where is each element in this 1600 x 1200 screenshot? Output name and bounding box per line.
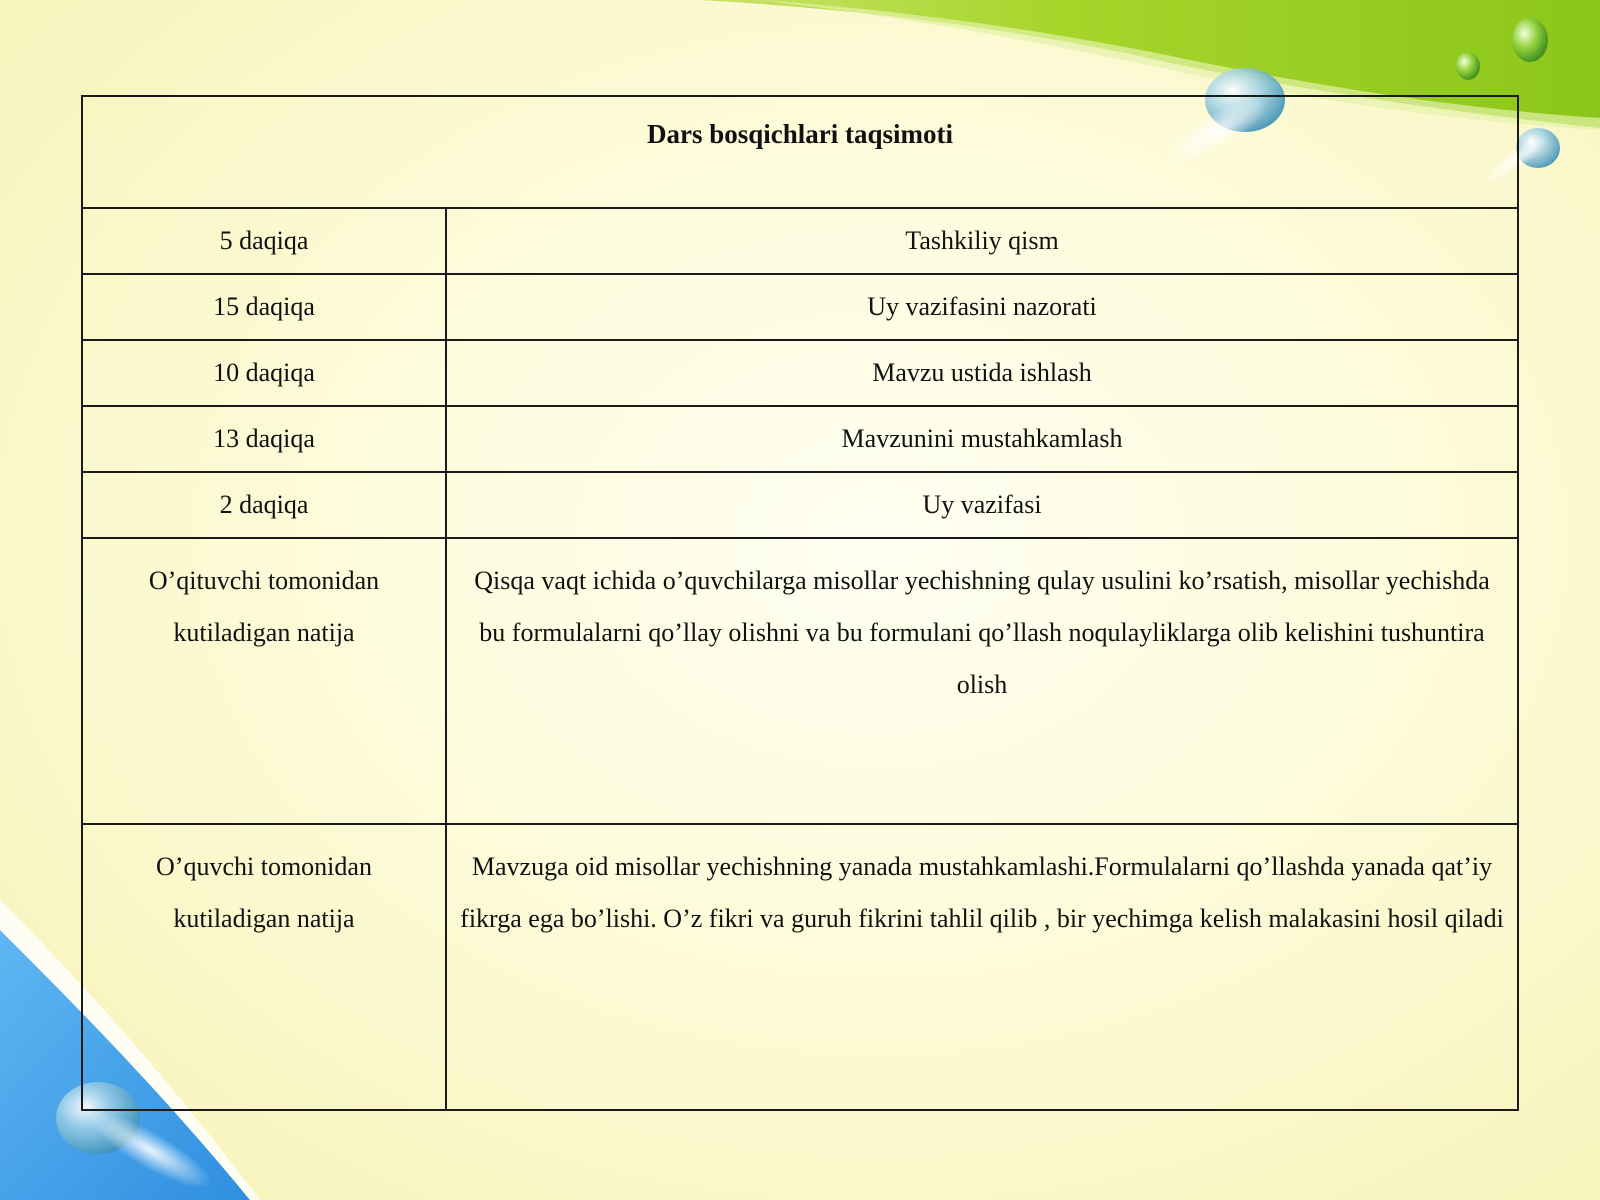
table-row	[82, 340, 1518, 406]
stage-time: 2 daqiqa	[82, 472, 446, 538]
table-row	[82, 538, 1518, 824]
stage-time: 13 daqiqa	[82, 406, 446, 472]
table-row	[82, 274, 1518, 340]
table-row	[82, 472, 1518, 538]
table-row	[82, 208, 1518, 274]
result-text: Qisqa vaqt ichida o’quvchilarga misollar yechishning qulay usulini ko’rsatish, misollar yechishda bu formulalarni qo’llay olishni va bu formulani qo’llash noqulayliklarga olib kelishini tushuntira olish	[446, 538, 1518, 824]
stage-time: 15 daqiqa	[82, 274, 446, 340]
table-row	[82, 406, 1518, 472]
result-label: O’qituvchi tomonidan kutiladigan natija	[82, 538, 446, 824]
stage-name: Uy vazifasini nazorati	[446, 274, 1518, 340]
table-title-row	[82, 96, 1518, 208]
lesson-stages-table	[81, 95, 1519, 1111]
water-drop	[1512, 18, 1548, 62]
stage-time: 5 daqiqa	[82, 208, 446, 274]
result-label: O’quvchi tomonidan kutiladigan natija	[82, 824, 446, 1110]
result-text: Mavzuga oid misollar yechishning yanada mustahkamlashi.Formulalarni qo’llashda yanada qat’iy fikrga ega bo’lishi. O’z fikri va guruh fikrini tahlil qilib , bir yechimga kelish malakasini hosil qiladi	[446, 824, 1518, 1110]
stage-name: Mavzu ustida ishlash	[446, 340, 1518, 406]
stage-name: Uy vazifasi	[446, 472, 1518, 538]
water-drop	[1456, 52, 1480, 80]
stage-time: 10 daqiqa	[82, 340, 446, 406]
stage-name: Mavzunini mustahkamlash	[446, 406, 1518, 472]
table-row	[82, 824, 1518, 1110]
table-title: Dars bosqichlari taqsimoti	[82, 96, 1518, 208]
stage-name: Tashkiliy qism	[446, 208, 1518, 274]
